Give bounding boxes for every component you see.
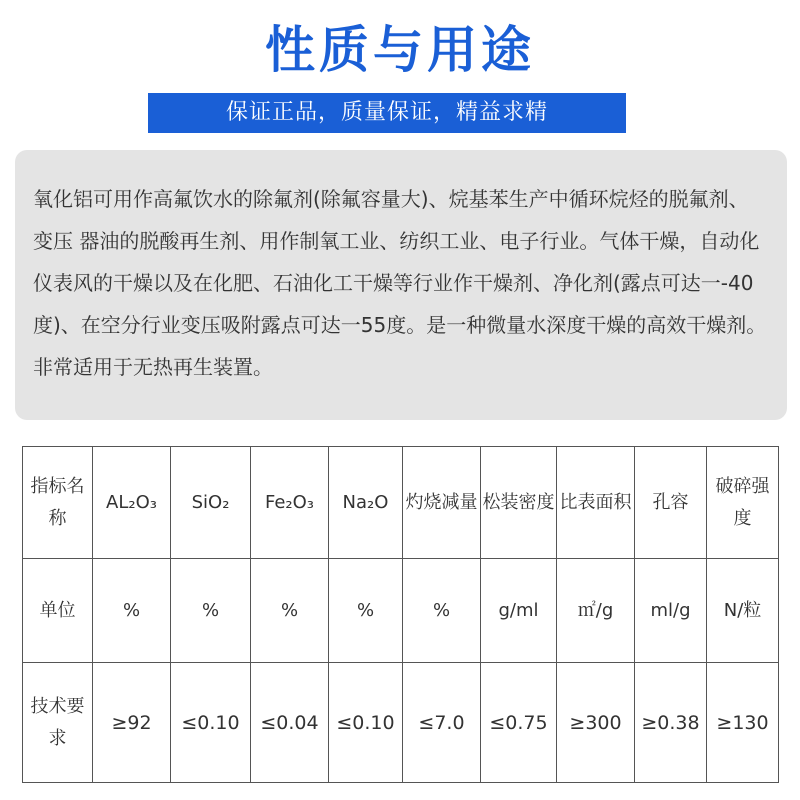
- table-cell: 单位: [23, 559, 93, 663]
- table-cell: ≤0.75: [481, 663, 557, 783]
- table-cell: ≥92: [93, 663, 171, 783]
- table-cell: ≤0.04: [251, 663, 329, 783]
- table-cell: %: [93, 559, 171, 663]
- table-cell: ≥130: [707, 663, 779, 783]
- table-cell: ≤0.10: [171, 663, 251, 783]
- table-spec-row: [23, 663, 779, 783]
- table-header-cell: 比表面积: [557, 447, 635, 559]
- table-cell: %: [329, 559, 403, 663]
- table-header-cell: Na₂O: [329, 447, 403, 559]
- table-cell: ≤0.10: [329, 663, 403, 783]
- table-cell: %: [171, 559, 251, 663]
- table-header-cell: SiO₂: [171, 447, 251, 559]
- table-cell: %: [403, 559, 481, 663]
- table-cell: 技术要求: [23, 663, 93, 783]
- table-header-cell: 孔容: [635, 447, 707, 559]
- table-cell: g/ml: [481, 559, 557, 663]
- table-cell: ml/g: [635, 559, 707, 663]
- table-cell: ≤7.0: [403, 663, 481, 783]
- table-header-cell: Fe₂O₃: [251, 447, 329, 559]
- spec-table: [22, 446, 779, 783]
- slogan-banner: 保证正品，质量保证，精益求精: [148, 93, 626, 133]
- table-header-cell: 破碎强度: [707, 447, 779, 559]
- table-header-row: [23, 447, 779, 559]
- table-cell: %: [251, 559, 329, 663]
- table-cell: ㎡/g: [557, 559, 635, 663]
- table-header-cell: 灼烧减量: [403, 447, 481, 559]
- page-title: 性质与用途: [265, 21, 535, 79]
- table-header-cell: AL₂O₃: [93, 447, 171, 559]
- table-cell: ≥300: [557, 663, 635, 783]
- description-text: 氧化铝可用作高氟饮水的除氟剂(除氟容量大)、烷基苯生产中循环烷烃的脱氟剂、变压 器油的脱酸再生剂、用作制氧工业、纺织工业、电子行业。气体干燥，自动化仪表风的干燥以及在化肥、石油化工干燥等行业作干燥剂、净化剂(露点可达一-40度)、在空分行业变压吸附露点可达一55度。是一种微量水深度干燥的高效干燥剂。非常适用于无热再生装置。: [33, 187, 767, 379]
- table-cell: ≥0.38: [635, 663, 707, 783]
- table-unit-row: [23, 559, 779, 663]
- table-header-cell: 指标名称: [23, 447, 93, 559]
- table-cell: N/粒: [707, 559, 779, 663]
- table-header-cell: 松装密度: [481, 447, 557, 559]
- description-box: [15, 150, 787, 420]
